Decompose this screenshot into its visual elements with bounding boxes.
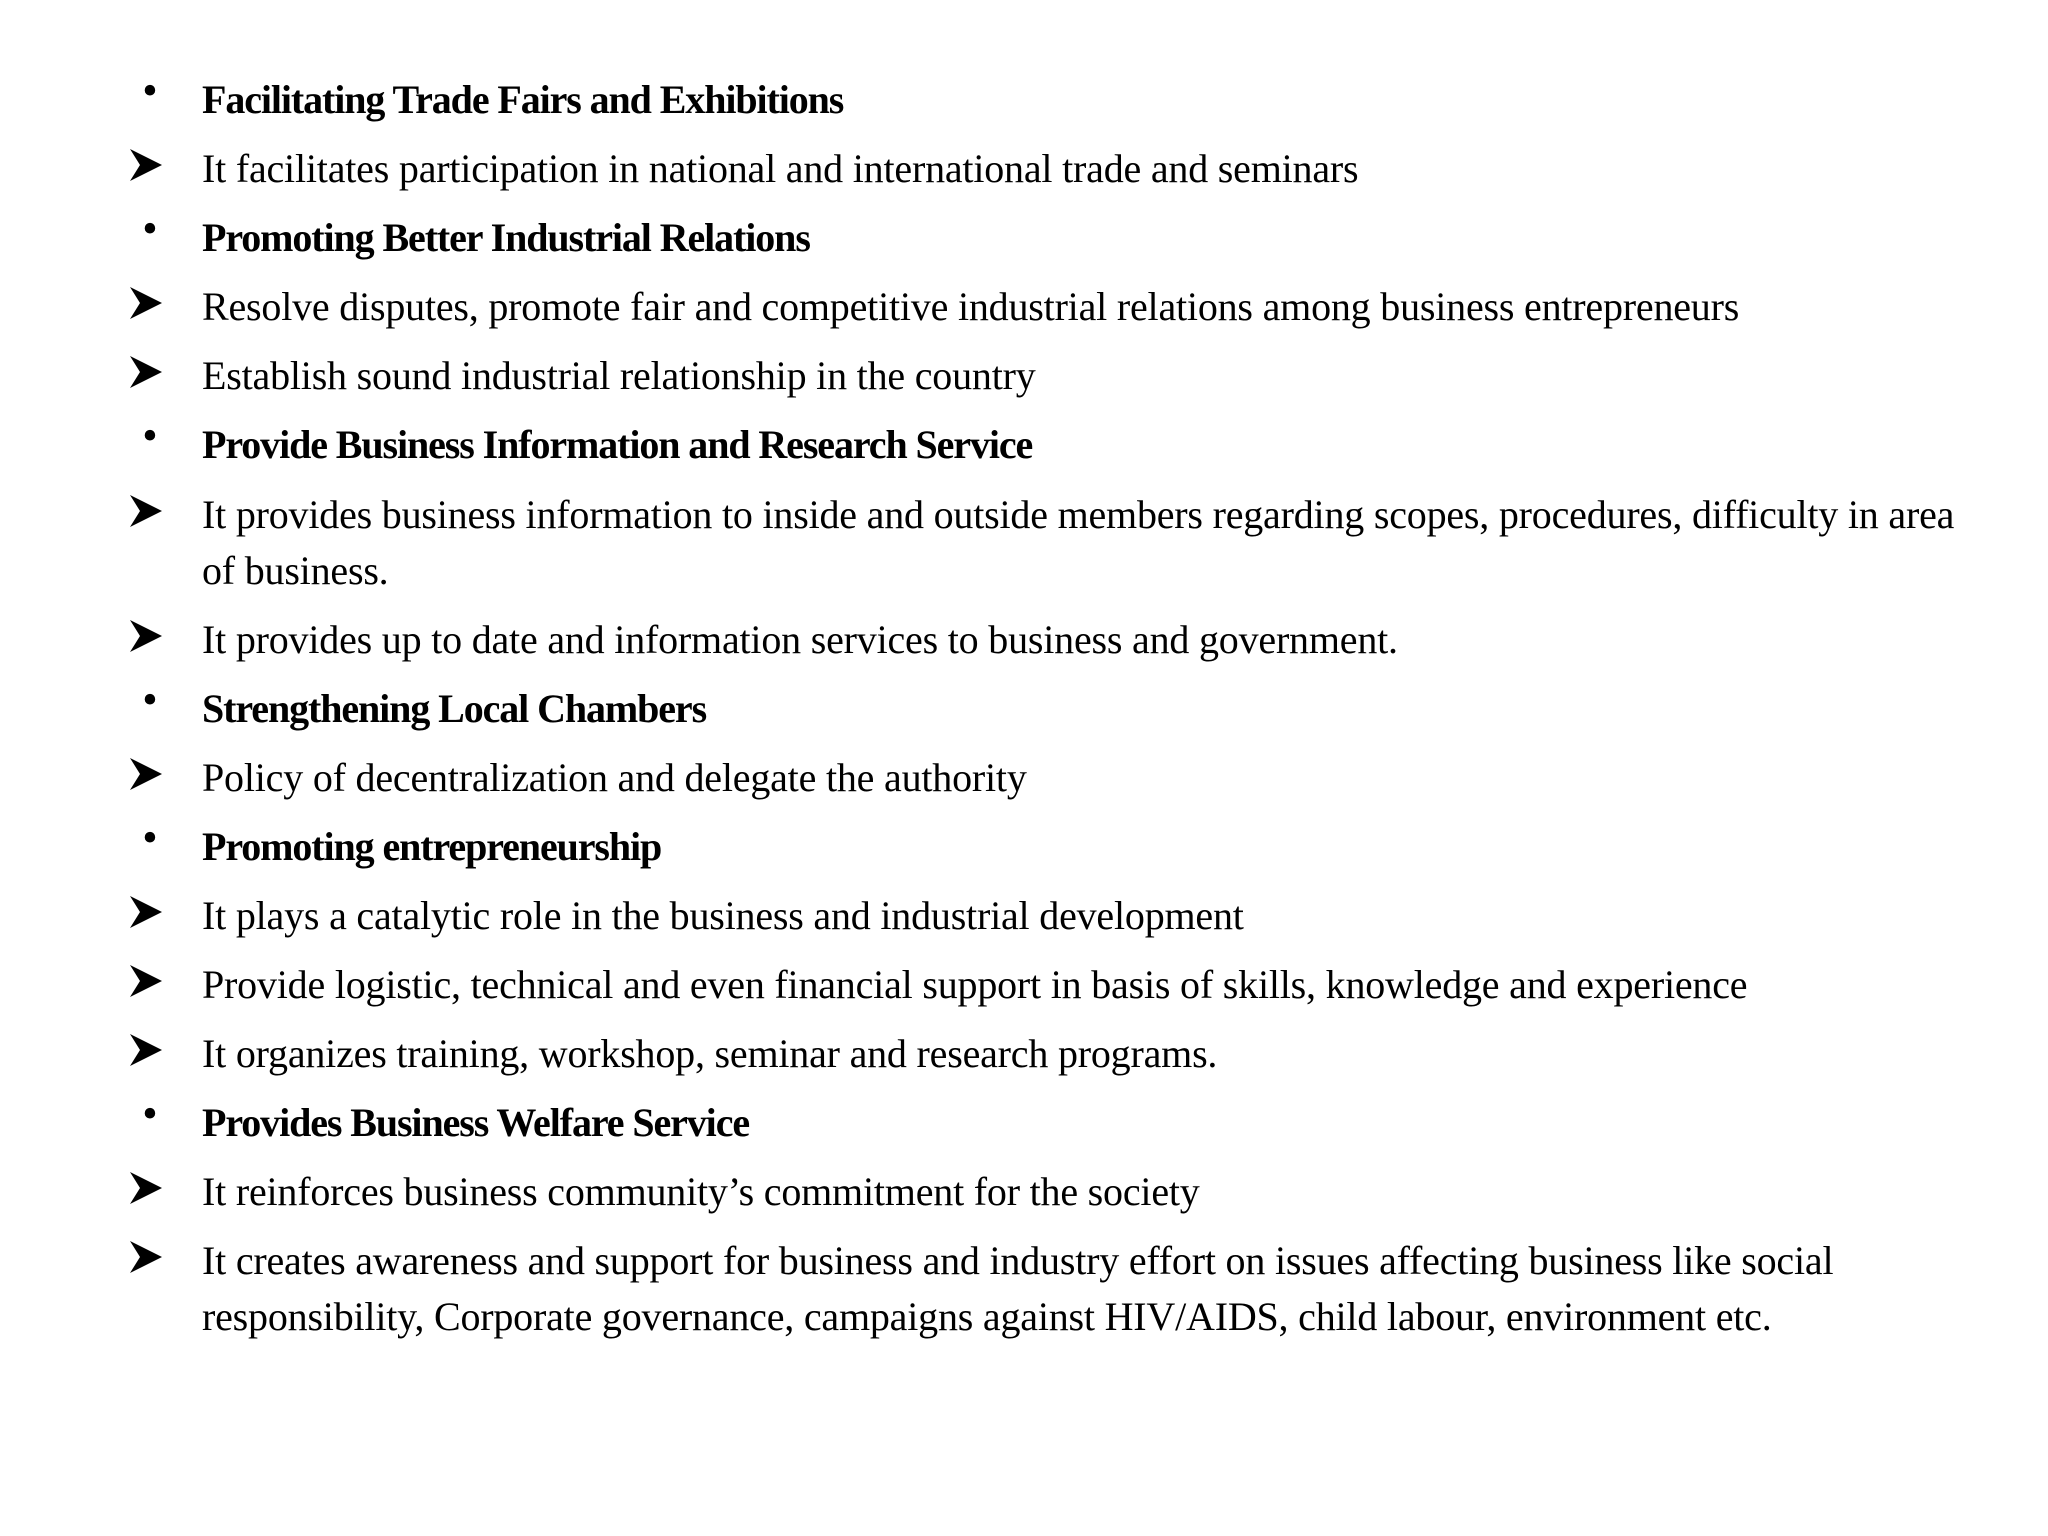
list-item [120,1233,1960,1345]
item-text: It organizes training, workshop, seminar and research programs. [202,1031,1218,1076]
item-text: Provide logistic, technical and even financial support in basis of skills, knowledge and experience [202,962,1748,1007]
arrow-bullet-icon [120,141,180,185]
arrow-bullet-icon [120,750,180,794]
heading-text: Facilitating Trade Fairs and Exhibitions [202,77,844,122]
list-item [120,487,1960,599]
item-text: It facilitates participation in national and international trade and seminars [202,146,1359,191]
list-item [120,957,1960,1013]
arrow-bullet-icon [120,279,180,323]
bullet-icon: • [142,66,158,115]
arrow-bullet-icon [120,1164,180,1208]
item-text: Resolve disputes, promote fair and competitive industrial relations among business entrepreneurs [202,284,1740,329]
list-item [120,279,1960,335]
list-item [120,750,1960,806]
section-heading [120,204,1960,266]
list-item [120,348,1960,404]
arrow-bullet-icon [120,888,180,932]
bullet-icon: • [142,1089,158,1138]
section-heading [120,813,1960,875]
arrow-bullet-icon [120,348,180,392]
item-text: It provides business information to inside and outside members regarding scopes, procedures, difficulty in area of business. [202,492,1955,593]
heading-text: Provides Business Welfare Service [202,1100,750,1145]
bullet-icon: • [142,675,158,724]
bullet-icon: • [142,204,158,253]
arrow-bullet-icon [120,1233,180,1277]
bullet-icon: • [142,813,158,862]
item-text: It reinforces business community’s commitment for the society [202,1169,1200,1214]
item-text: Establish sound industrial relationship in the country [202,353,1036,398]
heading-text: Provide Business Information and Research Service [202,422,1033,467]
list-item [120,612,1960,668]
bullet-icon: • [142,411,158,460]
arrow-bullet-icon [120,612,180,656]
arrow-bullet-icon [120,1026,180,1070]
item-text: It provides up to date and information services to business and government. [202,617,1398,662]
section-heading [120,66,1960,128]
list-item [120,1026,1960,1082]
heading-text: Strengthening Local Chambers [202,686,707,731]
arrow-bullet-icon [120,957,180,1001]
section-heading [120,411,1960,473]
section-heading [120,675,1960,737]
list-item [120,141,1960,197]
heading-text: Promoting entrepreneurship [202,824,662,869]
item-text: It plays a catalytic role in the business and industrial development [202,893,1244,938]
item-text: Policy of decentralization and delegate the authority [202,755,1027,800]
item-text: It creates awareness and support for business and industry effort on issues affecting business like social responsibility, Corporate governance, campaigns against HIV/AIDS, child labour, environment etc. [202,1238,1834,1339]
list-item [120,1164,1960,1220]
section-heading [120,1089,1960,1151]
heading-text: Promoting Better Industrial Relations [202,215,810,260]
list-item [120,888,1960,944]
arrow-bullet-icon [120,487,180,531]
